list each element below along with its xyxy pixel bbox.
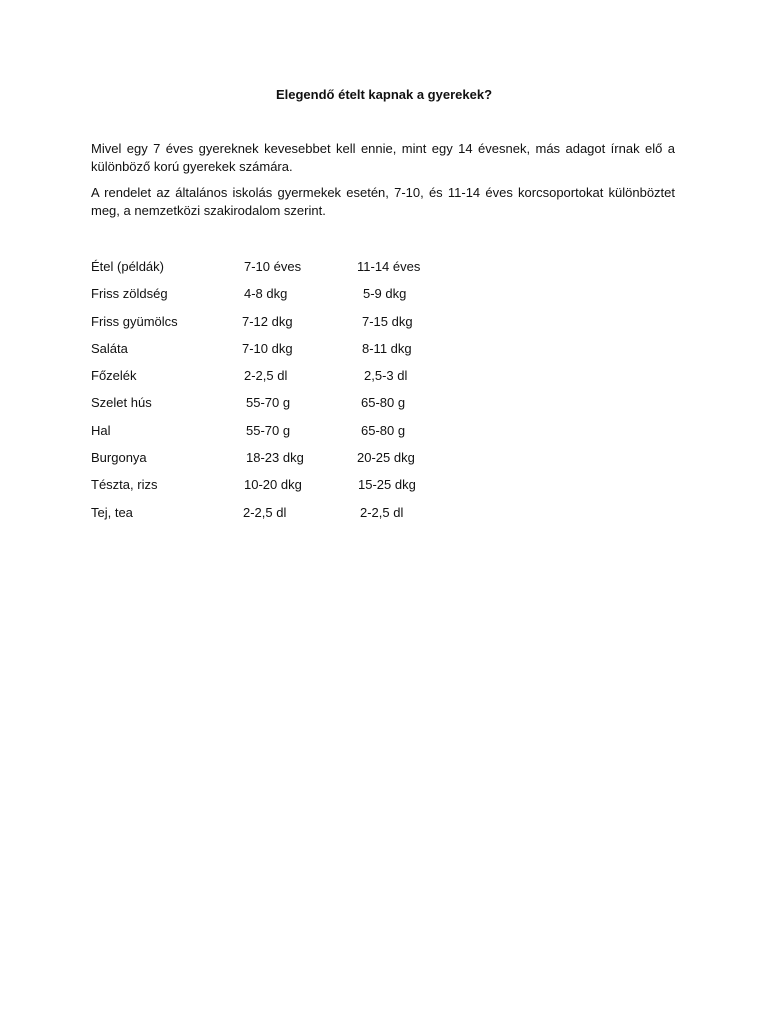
portion-11-14: 7-15 dkg xyxy=(362,313,413,329)
paragraph-regulation: A rendelet az általános iskolás gyermekek esetén, 7-10, és 11-14 éves korcsoportokat különböztet meg, a nemzetközi szakirodalom szerint. xyxy=(91,185,675,218)
portion-11-14: 2,5-3 dl xyxy=(364,368,408,384)
table-row xyxy=(91,504,511,531)
table-header-row xyxy=(91,258,511,285)
portion-table xyxy=(91,258,511,531)
table-row xyxy=(91,422,511,449)
portion-7-10: 55-70 g xyxy=(246,422,291,438)
portion-7-10: 7-12 dkg xyxy=(242,313,293,329)
food-name: Friss zöldség xyxy=(91,286,168,302)
paragraph-intro: Mivel egy 7 éves gyereknek kevesebbet kell ennie, mint egy 14 évesnek, más adagot írnak elő a különböző korú gyerekek számára. xyxy=(91,141,675,174)
portion-7-10: 2-2,5 dl xyxy=(244,368,288,384)
portion-11-14: 65-80 g xyxy=(361,395,406,411)
food-name: Főzelék xyxy=(91,368,137,384)
portion-7-10: 4-8 dkg xyxy=(244,286,288,302)
table-row xyxy=(91,313,511,340)
food-name: Szelet hús xyxy=(91,395,152,411)
table-row xyxy=(91,476,511,503)
header-age-7-10: 7-10 éves xyxy=(244,259,302,274)
food-name: Friss gyümölcs xyxy=(91,313,178,329)
portion-7-10: 7-10 dkg xyxy=(242,340,293,356)
table-row xyxy=(91,367,511,394)
portion-11-14: 15-25 dkg xyxy=(358,477,416,493)
portion-11-14: 8-11 dkg xyxy=(362,340,412,356)
header-food: Étel (példák) xyxy=(91,259,164,274)
portion-7-10: 18-23 dkg xyxy=(246,450,304,466)
food-name: Hal xyxy=(91,422,111,438)
portion-11-14: 5-9 dkg xyxy=(363,286,407,302)
table-row xyxy=(91,394,511,421)
table-row xyxy=(91,285,511,312)
header-age-11-14: 11-14 éves xyxy=(357,259,421,274)
portion-7-10: 10-20 dkg xyxy=(244,477,302,493)
food-name: Burgonya xyxy=(91,450,147,466)
portion-7-10: 55-70 g xyxy=(246,395,291,411)
portion-11-14: 2-2,5 dl xyxy=(360,504,404,520)
food-name: Saláta xyxy=(91,340,128,356)
portion-11-14: 65-80 g xyxy=(361,422,406,438)
portion-7-10: 2-2,5 dl xyxy=(243,504,287,520)
table-row xyxy=(91,340,511,367)
food-name: Tészta, rizs xyxy=(91,477,158,493)
table-row xyxy=(91,449,511,476)
document-title: Elegendő ételt kapnak a gyerekek? xyxy=(275,87,493,102)
food-name: Tej, tea xyxy=(91,504,133,520)
portion-11-14: 20-25 dkg xyxy=(357,450,415,466)
